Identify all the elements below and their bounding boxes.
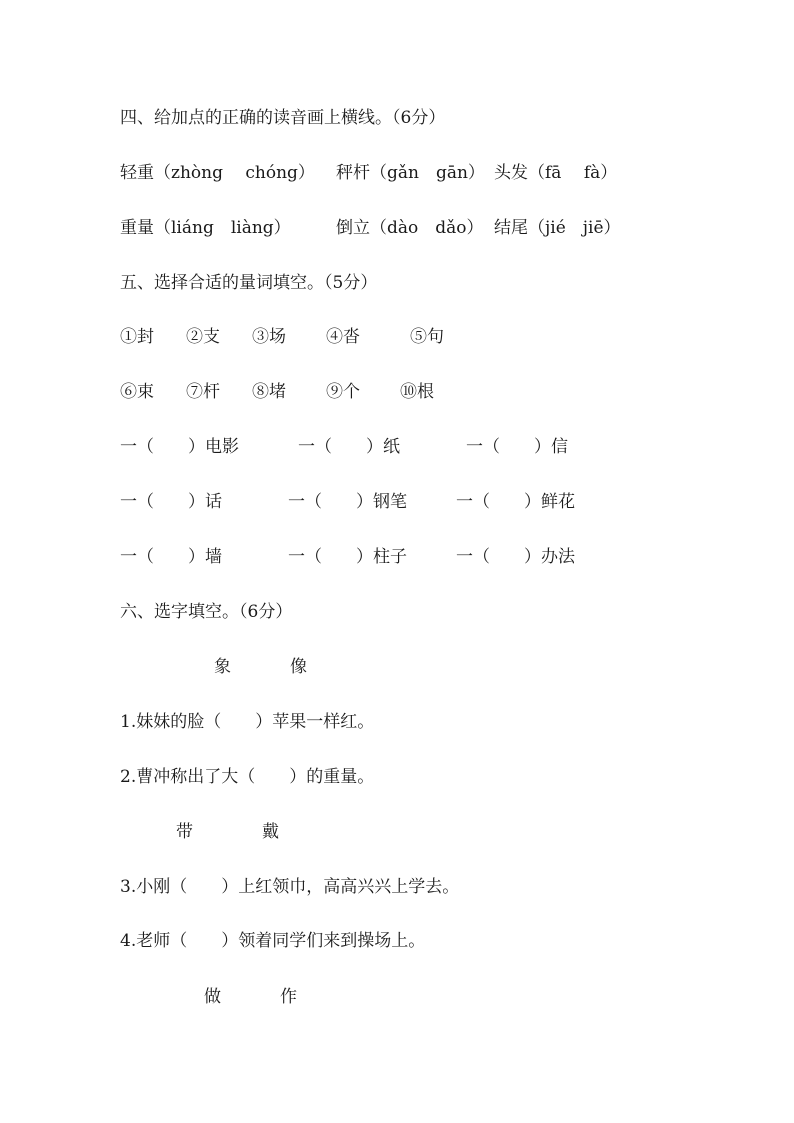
section-4-heading: 四、给加点的正确的读音画上横线。（6分） [120,108,446,128]
question-4: 4.老师（ ）领着同学们来到操场上。 [120,931,426,951]
fill-item: 一（ ）墙 [120,547,222,567]
char-choice: 象 [214,657,231,677]
fill-item: 一（ ）信 [466,437,568,457]
option-item: ⑨个 [326,382,360,402]
fill-row-2 [0,491,794,513]
fill-item: 一（ ）话 [120,492,222,512]
question-1: 1.妹妹的脸（ ）苹果一样红。 [120,712,375,732]
fill-item: 一（ ）柱子 [288,547,407,567]
char-pair-2 [0,821,794,843]
pinyin-row-1 [0,162,794,184]
char-pair-3 [0,986,794,1008]
fill-row-3 [0,546,794,568]
pinyin-item: 秤杆（gǎn gān） [336,163,485,183]
option-item: ⑤句 [410,327,444,347]
option-item: ⑥束 [120,382,154,402]
pinyin-item: 结尾（jié jiē） [494,218,621,238]
question-2: 2.曹冲称出了大（ ）的重量。 [120,767,375,787]
fill-item: 一（ ）鲜花 [456,492,575,512]
char-choice: 作 [280,987,297,1007]
fill-item: 一（ ）办法 [456,547,575,567]
option-item: ④沓 [326,327,360,347]
option-item: ①封 [120,327,154,347]
option-item: ②支 [186,327,220,347]
section-5-heading: 五、选择合适的量词填空。（5分） [120,273,378,293]
char-choice: 像 [290,657,307,677]
pinyin-item: 头发（fā fà） [494,163,618,183]
fill-item: 一（ ）电影 [120,437,239,457]
option-item: ⑦杆 [186,382,220,402]
pinyin-row-2 [0,217,794,239]
measure-word-options-row-2 [0,381,794,403]
option-item: ⑩根 [400,382,434,402]
char-choice: 带 [176,822,193,842]
char-choice: 做 [204,987,221,1007]
option-item: ⑧堵 [252,382,286,402]
section-6-heading: 六、选字填空。（6分） [120,602,293,622]
measure-word-options-row-1 [0,326,794,348]
option-item: ③场 [252,327,286,347]
fill-item: 一（ ）纸 [298,437,400,457]
fill-item: 一（ ）钢笔 [288,492,407,512]
fill-row-1 [0,436,794,458]
pinyin-item: 轻重（zhòng chóng） [120,163,315,183]
pinyin-item: 重量（liáng liàng） [120,218,291,238]
question-3: 3.小刚（ ）上红领巾，高高兴兴上学去。 [120,877,460,897]
pinyin-item: 倒立（dào dǎo） [336,218,484,238]
char-choice: 戴 [262,822,279,842]
char-pair-1 [0,656,794,678]
